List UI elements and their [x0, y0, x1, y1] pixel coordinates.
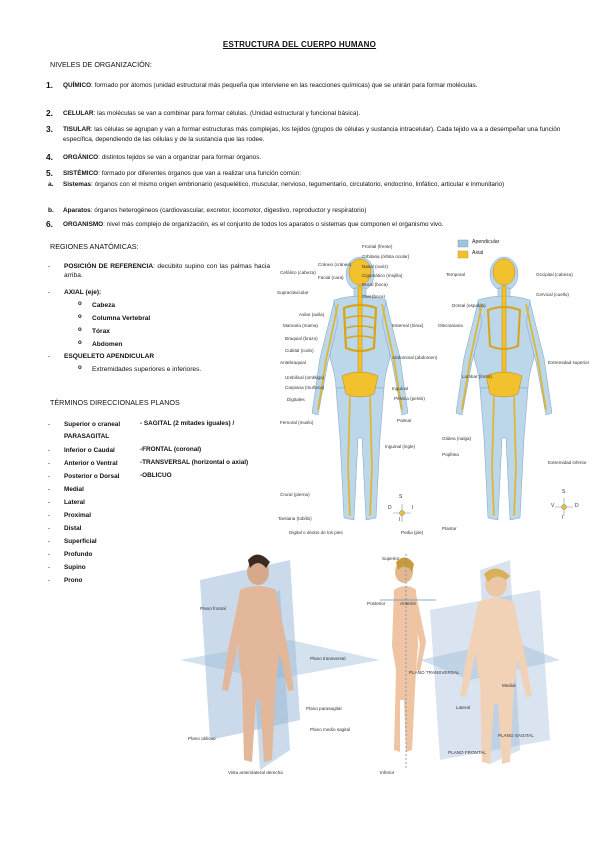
nivel-term: Sistemas: [63, 181, 92, 188]
direction-term: [48, 524, 81, 533]
compass-right-left: V: [551, 503, 555, 509]
skeleton-label-left: Axilar (axila): [299, 312, 325, 317]
bullet-marker: -: [48, 289, 51, 296]
skeleton-figure: [272, 238, 590, 550]
nivel-item: [46, 109, 566, 119]
skeleton-label-right: Temporal: [446, 272, 465, 277]
nivel-term: SISTÉMICO: [63, 170, 99, 177]
bullet-marker: -: [48, 353, 51, 360]
skeleton-label-left: Mamaria (mama): [283, 323, 318, 328]
plane-label: Plano oblicuo: [188, 736, 216, 741]
nivel-text: : distintos tejidos se van a organizar para formar órganos.: [98, 154, 262, 161]
plane-label: Plano parasagital: [306, 706, 342, 711]
bullet-marker: -: [48, 525, 51, 532]
compass-left-top: S: [399, 494, 403, 500]
direction-term: [48, 459, 118, 468]
direction-term: [48, 472, 119, 481]
nivel-marker: 2.: [46, 108, 53, 118]
bullet-marker: -: [48, 460, 51, 467]
skeleton-label-left: Orbitaria (órbita ocular): [362, 254, 410, 259]
nivel-term: Aparatos: [63, 207, 91, 214]
nivel-item: [46, 169, 566, 179]
circle-marker: o: [78, 301, 82, 307]
nivel-marker: 6.: [46, 219, 53, 229]
direction-term-label: Inferior o Caudal: [64, 447, 115, 454]
compass-right: [555, 498, 573, 516]
skeleton-label-left: Cigomático (mejilla): [362, 273, 403, 278]
direction-term-label: Lateral: [64, 499, 85, 506]
bullet-marker: -: [48, 421, 51, 428]
axial-subitem: [78, 301, 115, 310]
nivel-term: TISULAR: [63, 126, 91, 133]
skeleton-label-left: Crural (pierna): [280, 492, 310, 497]
plano-frontal: -FRONTAL (coronal): [140, 446, 202, 453]
plane-label: PLANO SAGITAL: [498, 733, 534, 738]
skeleton-label-right: Plantar: [442, 526, 457, 531]
nivel-text: : las células se agrupan y van a formar estructuras más complejas, los tejidos (grupos de células y sustancia intracelular). Cada tejido va a a desempeñar una función específica, dependiendo de las células y de la sustancia que las rodee.: [63, 126, 561, 143]
direction-term-label: PARASAGITAL: [64, 433, 110, 440]
axial-subitem-label: Columna Vertebral: [92, 315, 151, 322]
direction-term: [48, 550, 92, 559]
axial-item: [48, 288, 248, 297]
skeleton-label-right: Cervical (cuello): [536, 292, 569, 297]
direction-term: [48, 446, 115, 455]
skeleton-label-left: Digital o dedos de los pies: [289, 530, 343, 535]
compass-right-right: D: [575, 503, 579, 509]
nivel-term: ORGANISMO: [63, 221, 104, 228]
skeleton-label-right: Dorsal (espalda): [452, 303, 486, 308]
bullet-marker: -: [48, 564, 51, 571]
plano-sagital: - SAGITAL (2 mitades iguales) /: [140, 420, 235, 427]
regiones-heading: REGIONES ANATÓMICAS:: [50, 242, 139, 251]
skeleton-label-right: Olecraniana: [438, 323, 463, 328]
skeleton-label-left: Femoral (muslo): [280, 420, 314, 425]
direction-term: [48, 432, 109, 441]
nivel-item: [46, 153, 566, 163]
axial-subitem: [78, 314, 150, 323]
direction-term-label: Posterior o Dorsal: [64, 473, 120, 480]
nivel-marker: 4.: [46, 152, 53, 162]
skeleton-label-right: Extremidad superior: [548, 360, 590, 365]
direction-term-label: Proximal: [64, 512, 91, 519]
skeleton-label-left: Nasal (nariz): [362, 264, 389, 269]
legend-apendicular-label: Apendicular: [472, 239, 500, 245]
apendicular-label: ESQUELETO APENDICULAR: [64, 353, 155, 360]
circle-marker: o: [78, 340, 82, 346]
axial-subitem-label: Cabeza: [92, 302, 116, 309]
posicion-item: [48, 262, 270, 280]
skeleton-label-left: Cefálico (cabeza): [280, 270, 316, 275]
direction-term-label: Anterior o Ventral: [64, 460, 118, 467]
nivel-marker: b.: [48, 207, 54, 214]
skeleton-label-left: Oral (boca): [362, 294, 385, 299]
legend-axial-swatch: [458, 251, 468, 258]
plane-label: Posterior: [367, 601, 386, 606]
posicion-text: : decúbito supino con las palmas hacia arriba.: [64, 263, 271, 279]
skeleton-label-mid: Pedia (pie): [401, 530, 424, 535]
bullet-marker: -: [48, 263, 51, 270]
terminos-heading: TÉRMINOS DIRECCIONALES PLANOS: [50, 398, 180, 407]
direction-term-label: Profundo: [64, 551, 93, 558]
skeleton-label-right: Lumbar (lomo): [462, 374, 492, 379]
direction-term: [48, 498, 85, 507]
skeleton-label-mid: Pélvica (pelvis): [394, 396, 425, 401]
plane-label: Anterior: [400, 601, 417, 606]
plane-label: Superior: [382, 556, 400, 561]
skeleton-label-left: Bucal (boca): [362, 282, 388, 287]
skeleton-label-left: Supraclavicular: [277, 290, 309, 295]
direction-term: [48, 511, 91, 520]
circle-marker: o: [78, 327, 82, 333]
plane-label: PLANO TRANSVERSAL: [409, 670, 460, 675]
circle-marker: o: [78, 365, 82, 371]
nivel-item: [46, 125, 566, 144]
plane-label: Plano transversal: [310, 656, 346, 661]
skeleton-label-left: Cubital (codo): [285, 348, 314, 353]
apendicular-subitem-label: Extremidades superiores e inferiores.: [92, 366, 202, 373]
skeleton-label-left: Digitales: [287, 397, 305, 402]
direction-term: [48, 420, 120, 429]
skeleton-label-right: Glútea (nalga): [442, 436, 472, 441]
bullet-marker: -: [48, 538, 51, 545]
bullet-marker: -: [48, 473, 51, 480]
compass-left-right: I: [412, 505, 414, 511]
axial-subitem-label: Tórax: [92, 328, 110, 335]
bullet-marker: -: [48, 499, 51, 506]
direction-term-label: Medial: [64, 486, 84, 493]
bullet-marker: -: [48, 512, 51, 519]
nivel-term: ORGÁNICO: [63, 154, 99, 161]
nivel-text: : formado por diferentes órganos que van a realizar una función común:: [98, 170, 302, 177]
legend-axial-label: Axial: [472, 250, 484, 256]
skeleton-label-mid: Inguinal (ingle): [385, 444, 416, 449]
nivel-subitem: [46, 206, 566, 216]
direction-term-label: Prono: [64, 577, 83, 584]
circle-marker: o: [78, 314, 82, 320]
direction-term: [48, 563, 86, 572]
plane-label: Plano frontal: [200, 606, 226, 611]
nivel-item: [46, 81, 566, 91]
apendicular-item: [48, 352, 248, 361]
direction-term: [48, 576, 82, 585]
skeleton-label-right: Occipital (cabeza): [536, 272, 573, 277]
plane-label: Plano medio sagital: [310, 727, 351, 732]
skeleton-label-right: Extremidad inferior: [548, 460, 587, 465]
nivel-subitem: [46, 180, 566, 190]
axial-subitem-label: Abdomen: [92, 341, 123, 348]
direction-term-label: Superficial: [64, 538, 97, 545]
compass-right-bottom: I: [562, 515, 564, 521]
bullet-marker: -: [48, 447, 51, 454]
niveles-heading: NIVELES DE ORGANIZACIÓN:: [50, 60, 152, 69]
nivel-text: : formado por átomos (unidad estructural más pequeña que interviene en las reacciones químicas) que se unirán para formar moléculas.: [91, 82, 478, 89]
skeleton-label-left: Antebraquial: [280, 360, 306, 365]
plane-label: Inferior: [380, 770, 395, 775]
axial-subitem: [78, 340, 122, 349]
bullet-marker: -: [48, 577, 51, 584]
plano-oblicuo: -OBLICUO: [140, 472, 172, 479]
nivel-text: : órganos con el mismo origen embrionario (esquelético, muscular, nervioso, tegumentario, circulatorio, endocrino, linfático, articular e inmunitario): [91, 181, 505, 188]
nivel-marker: 5.: [46, 168, 53, 178]
plane-label: PLANO FRONTAL: [448, 750, 486, 755]
plano-transversal: -TRANSVERSAL (horizontal o axial): [140, 459, 249, 466]
skeleton-label-left: Braquial (brazo): [285, 336, 318, 341]
compass-right-top: S: [562, 489, 566, 495]
plane-label: Vista anterolateral derecha: [228, 770, 283, 775]
planes-figure: [180, 550, 560, 780]
nivel-text: : nivel más complejo de organización, es el conjunto de todos los aparatos o sistemas que componen el organismo vivo.: [103, 221, 444, 228]
compass-left: [393, 504, 414, 522]
bullet-marker: -: [48, 486, 51, 493]
plane-label: Lateral: [456, 705, 471, 710]
skeleton-label-left: Facial (cara): [318, 275, 344, 280]
planes-woman-right: [420, 560, 560, 764]
nivel-term: CELULAR: [63, 110, 94, 117]
skeleton-label-left: Umbilical (ombligo): [285, 375, 325, 380]
skeleton-label-left: Frontal (frente): [362, 244, 393, 249]
axial-subitem: [78, 327, 110, 336]
skeleton-label-mid: Inguinal: [392, 386, 409, 391]
compass-left-left: D: [388, 505, 392, 511]
direction-term-label: Distal: [64, 525, 82, 532]
skeleton-label-right: Poplítea: [442, 452, 459, 457]
bullet-marker: -: [48, 551, 51, 558]
direction-term: [48, 537, 97, 546]
nivel-marker: 3.: [46, 124, 53, 134]
compass-left-bottom: I: [399, 517, 401, 523]
nivel-text: : órganos heterogéneos (cardiovascular, excretor, locomotor, digestivo, reproductor y respiratorio): [90, 207, 367, 214]
axial-label: AXIAL (eje):: [64, 289, 102, 296]
skeleton-label-left: Tarsiana (tobillo): [278, 516, 312, 521]
plane-label: Medial: [502, 683, 516, 688]
apendicular-subitem: [78, 365, 201, 374]
skeleton-label-mid: Palmar: [397, 418, 412, 423]
posicion-term: POSICIÓN DE REFERENCIA: [64, 263, 154, 270]
document-title: ESTRUCTURA DEL CUERPO HUMANO: [222, 40, 377, 49]
nivel-marker: a.: [48, 181, 54, 188]
direction-term-label: Superior o craneal: [64, 421, 121, 428]
skeleton-label-left: Carpiana (muñeca): [285, 385, 325, 390]
nivel-item: [46, 220, 566, 230]
nivel-term: QUÍMICO: [63, 82, 92, 89]
nivel-text: : las moléculas se van a combinar para formar células. (Unidad estructural y funcional básica).: [93, 110, 361, 117]
nivel-marker: 1.: [46, 80, 53, 90]
skeleton-label-left: Cráneo (cráneo): [318, 262, 352, 267]
direction-term-label: Supino: [64, 564, 86, 571]
skeleton-label-mid: Esternal (tórax): [392, 323, 424, 328]
legend-apendicular-swatch: [458, 240, 468, 247]
skeleton-label-mid: Abdominal (abdomen): [392, 355, 438, 360]
direction-term: [48, 485, 84, 494]
